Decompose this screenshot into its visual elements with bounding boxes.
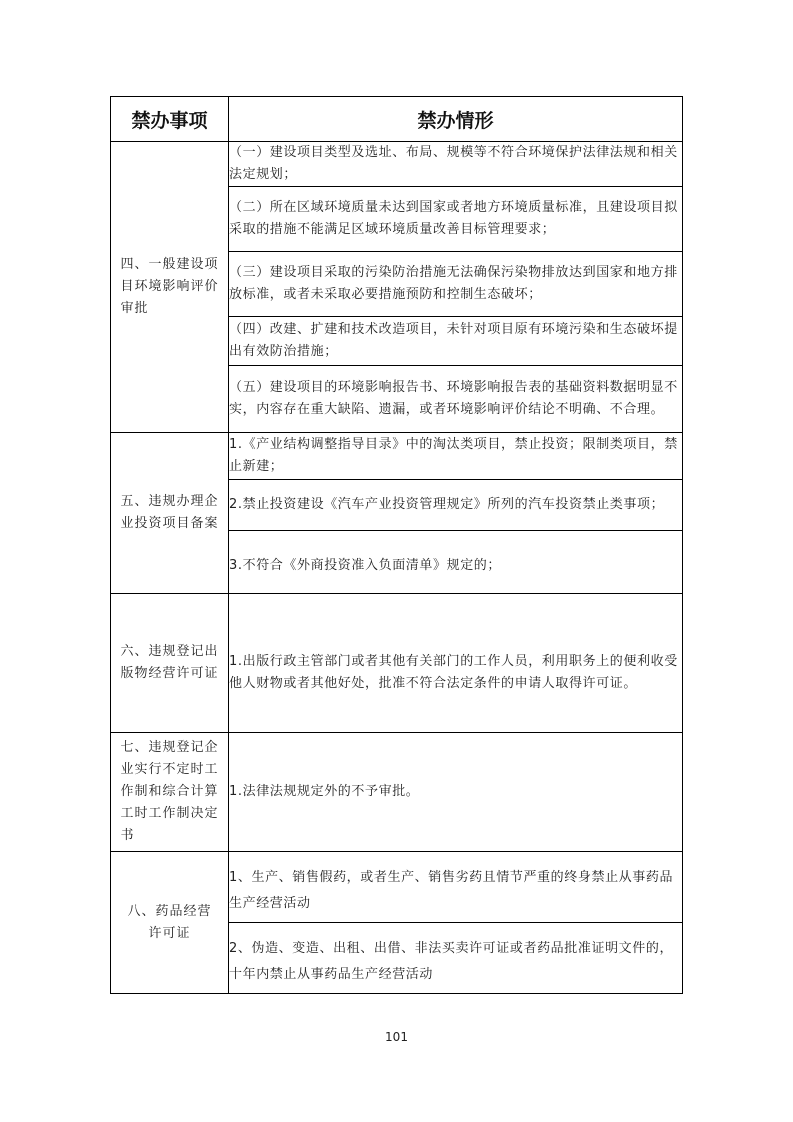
table-header-row (111, 97, 683, 142)
situation-cell: （三）建设项目采取的污染防治措施无法确保污染物排放达到国家和地方排放标准，或者未采取必要措施预防和控制生态破坏； (229, 252, 683, 317)
situation-cell: 1、生产、销售假药，或者生产、销售劣药且情节严重的终身禁止从事药品生产经营活动 (229, 852, 683, 923)
situation-cell: （二）所在区域环境质量未达到国家或者地方环境质量标准，且建设项目拟采取的措施不能满足区域环境质量改善目标管理要求； (229, 187, 683, 252)
category-cell (111, 433, 229, 594)
category-label: 六、违规登记出版物经营许可证 (120, 644, 219, 681)
situation-cell: （四）改建、扩建和技术改造项目，未针对项目原有环境污染和生态破坏提出有效防治措施； (229, 317, 683, 366)
category-cell (111, 594, 229, 733)
page-number: 101 (385, 1030, 408, 1044)
category-label: 五、违规办理企业投资项目备案 (120, 494, 219, 531)
situation-cell: （五）建设项目的环境影响报告书、环境影响报告表的基础资料数据明显不实，内容存在重大缺陷、遗漏，或者环境影响评价结论不明确、不合理。 (229, 366, 683, 433)
category-label: 八、药品经营许可证 (127, 903, 212, 941)
prohibition-table (110, 96, 683, 994)
situation-cell: 2、伪造、变造、出租、出借、非法买卖许可证或者药品批准证明文件的，十年内禁止从事药品生产经营活动 (229, 923, 683, 994)
category-label: 四、一般建设项目环境影响评价审批 (120, 257, 219, 316)
situation-cell: 1.《产业结构调整指导目录》中的淘汰类项目，禁止投资；限制类项目，禁止新建； (229, 433, 683, 480)
situation-cell: 1.法律法规规定外的不予审批。 (229, 733, 683, 852)
situation-cell: 3.不符合《外商投资准入负面清单》规定的； (229, 531, 683, 594)
category-label: 七、违规登记企业实行不定时工作制和综合计算工时工作制决定书 (120, 740, 219, 843)
table-row (111, 594, 683, 733)
category-cell (111, 142, 229, 433)
table-row (111, 433, 683, 480)
table-row (111, 733, 683, 852)
header-prohibited-situation: 禁办情形 (229, 97, 683, 142)
header-prohibited-matter: 禁办事项 (111, 97, 229, 142)
category-cell (111, 852, 229, 994)
situation-cell: 1.出版行政主管部门或者其他有关部门的工作人员，利用职务上的便利收受他人财物或者其他好处，批准不符合法定条件的申请人取得许可证。 (229, 594, 683, 733)
table-row (111, 142, 683, 187)
table-row (111, 852, 683, 923)
situation-cell: 2.禁止投资建设《汽车产业投资管理规定》所列的汽车投资禁止类事项； (229, 480, 683, 531)
category-cell (111, 733, 229, 852)
situation-cell: （一）建设项目类型及选址、布局、规模等不符合环境保护法律法规和相关法定规划； (229, 142, 683, 187)
